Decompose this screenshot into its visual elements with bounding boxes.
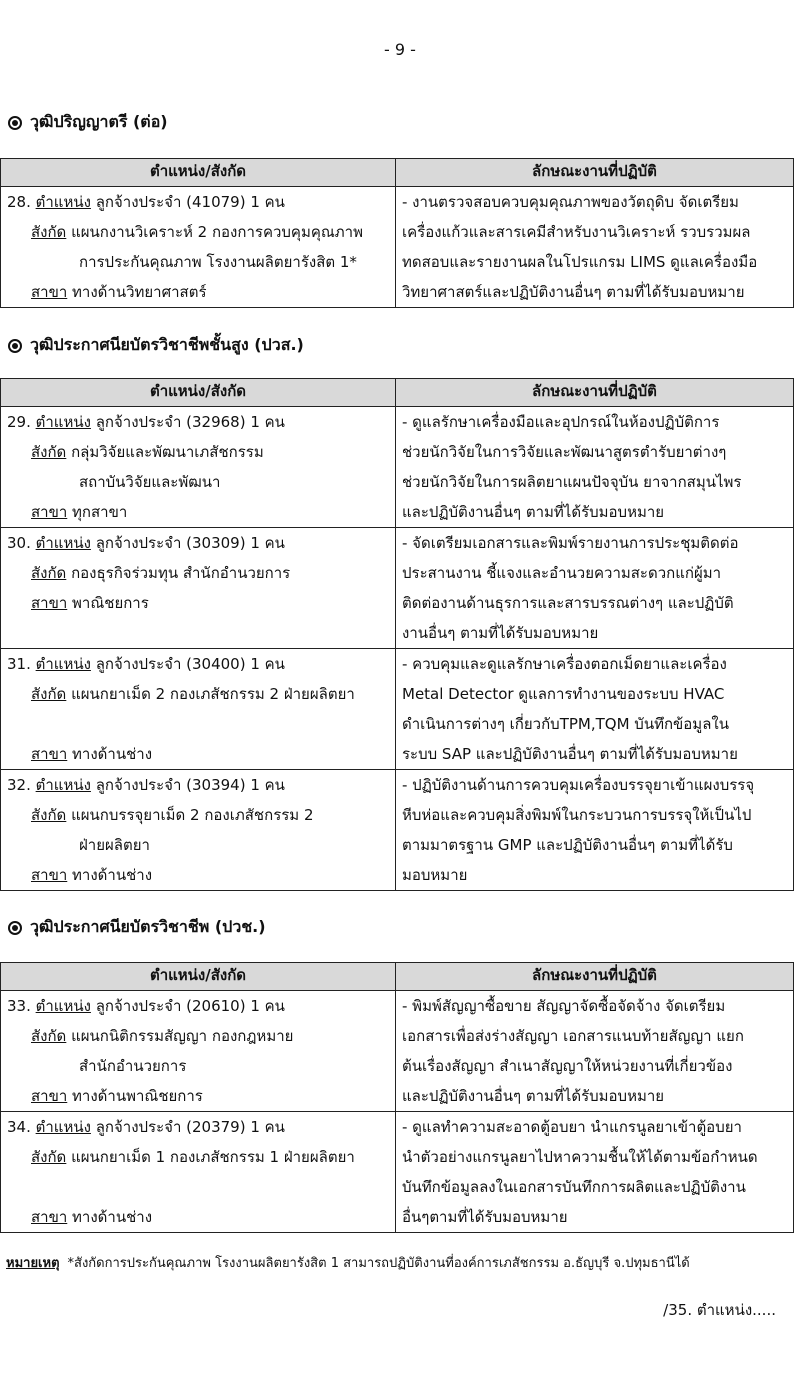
position-cell (1, 770, 396, 891)
section-heading-text: วุฒิประกาศนียบัตรวิชาชีพ (ปวช.) (30, 917, 266, 936)
field-label: ตำแหน่ง (35, 655, 91, 673)
field-value: ลูกจ้างประจำ (20379) 1 คน (90, 1118, 285, 1136)
duty-line: ติดต่องานด้านธุรการและสารบรรณต่างๆ และปฏิบัติ (402, 594, 734, 612)
item-number: 30. (7, 534, 36, 552)
radio-bullet-icon (8, 921, 22, 935)
position-cell (1, 649, 396, 770)
position-line (7, 1081, 389, 1111)
field-label: ตำแหน่ง (35, 413, 91, 431)
duty-line: บันทึกข้อมูลลงในเอกสารบันทึกการผลิตและปฏิบัติงาน (402, 1178, 746, 1196)
item-number: 33. (7, 997, 36, 1015)
position-line (7, 1112, 389, 1142)
position-line (7, 800, 389, 830)
duty-line: - จัดเตรียมเอกสารและพิมพ์รายงานการประชุมติดต่อ (402, 534, 739, 552)
position-table (0, 158, 794, 308)
item-number: 28. (7, 193, 36, 211)
continuation-marker: /35. ตำแหน่ง..... (663, 1301, 776, 1319)
radio-bullet-icon (8, 339, 22, 353)
duty-line: ประสานงาน ชี้แจงและอำนวยความสะดวกแก่ผู้มา (402, 564, 722, 582)
column-header: ตำแหน่ง/สังกัด (1, 963, 396, 991)
table-row (1, 649, 794, 770)
field-label: ตำแหน่ง (35, 776, 91, 794)
position-cell (1, 407, 396, 528)
field-value: แผนกงานวิเคราะห์ 2 กองการควบคุมคุณภาพ (66, 223, 363, 241)
position-line (7, 1051, 389, 1081)
duty-line: งานอื่นๆ ตามที่ได้รับมอบหมาย (402, 624, 599, 642)
column-header: ตำแหน่ง/สังกัด (1, 379, 396, 407)
field-value: ทางด้านช่าง (67, 1208, 153, 1226)
field-value: การประกันคุณภาพ โรงงานผลิตยารังสิต 1* (79, 253, 357, 271)
duty-line: และปฏิบัติงานอื่นๆ ตามที่ได้รับมอบหมาย (402, 1087, 665, 1105)
position-line (7, 277, 389, 307)
duty-line: - ควบคุมและดูแลรักษาเครื่องตอกเม็ดยาและเครื่อง (402, 655, 727, 673)
field-label: สาขา (31, 503, 68, 521)
duty-line: เครื่องแก้วและสารเคมีสำหรับงานวิเคราะห์ รวบรวมผล (402, 223, 751, 241)
duty-line: - ปฏิบัติงานด้านการควบคุมเครื่องบรรจุยาเข้าแผงบรรจุ (402, 776, 755, 794)
duties-cell (396, 649, 794, 770)
field-label: ตำแหน่ง (35, 193, 91, 211)
table-row (1, 770, 794, 891)
section-heading (8, 915, 266, 940)
position-line (7, 497, 389, 527)
field-value: ลูกจ้างประจำ (30309) 1 คน (90, 534, 285, 552)
duty-line: ดำเนินการต่างๆ เกี่ยวกับTPM,TQM บันทึกข้อมูลใน (402, 715, 729, 733)
table-header-row (1, 963, 794, 991)
duty-line: ทดสอบและรายงานผลในโปรแกรม LIMS ดูแลเครื่องมือ (402, 253, 758, 271)
field-value: ลูกจ้างประจำ (30394) 1 คน (90, 776, 285, 794)
table-row (1, 991, 794, 1112)
duty-line: ช่วยนักวิจัยในการผลิตยาแผนปัจจุบัน ยาจากสมุนไพร (402, 473, 742, 491)
duty-line: ต้นเรื่องสัญญา สำเนาสัญญาให้หน่วยงานที่เกี่ยวข้อง (402, 1057, 733, 1075)
position-line (7, 1021, 389, 1051)
section-heading (8, 110, 168, 135)
duty-line: วิทยาศาสตร์และปฏิบัติงานอื่นๆ ตามที่ได้รับมอบหมาย (402, 283, 745, 301)
position-line (7, 770, 389, 800)
position-line (7, 187, 389, 217)
table-row (1, 1112, 794, 1233)
position-table (0, 962, 794, 1233)
field-value: กลุ่มวิจัยและพัฒนาเภสัชกรรม (66, 443, 264, 461)
position-line (7, 991, 389, 1021)
duty-line: เอกสารเพื่อส่งร่างสัญญา เอกสารแนบท้ายสัญญา แยก (402, 1027, 744, 1045)
field-value: ทางด้านวิทยาศาสตร์ (67, 283, 207, 301)
duty-line: และปฏิบัติงานอื่นๆ ตามที่ได้รับมอบหมาย (402, 503, 665, 521)
position-line (7, 467, 389, 497)
field-label: สังกัด (31, 806, 67, 824)
position-line (7, 558, 389, 588)
table-row (1, 528, 794, 649)
page-number: - 9 - (384, 40, 416, 59)
position-line (7, 679, 389, 709)
field-label: สังกัด (31, 1148, 67, 1166)
duty-line: นำตัวอย่างแกรนูลยาไปหาความชื้นให้ได้ตามข้อกำหนด (402, 1148, 758, 1166)
position-line (7, 1202, 389, 1232)
position-line (7, 1172, 389, 1202)
position-cell (1, 528, 396, 649)
footnote (6, 1252, 690, 1273)
field-value: แผนกยาเม็ด 2 กองเภสัชกรรม 2 ฝ่ายผลิตยา (66, 685, 355, 703)
footnote-text: *สังกัดการประกันคุณภาพ โรงงานผลิตยารังสิต 1 สามารถปฏิบัติงานที่องค์การเภสัชกรรม อ.ธัญบุรี จ.ปทุมธานีได้ (67, 1256, 690, 1271)
position-line (7, 437, 389, 467)
item-number: 31. (7, 655, 36, 673)
duties-cell (396, 770, 794, 891)
duty-line: มอบหมาย (402, 866, 468, 884)
field-value: ลูกจ้างประจำ (32968) 1 คน (90, 413, 285, 431)
duties-cell (396, 1112, 794, 1233)
field-label: สังกัด (31, 223, 67, 241)
column-header: ตำแหน่ง/สังกัด (1, 159, 396, 187)
position-line (7, 588, 389, 618)
column-header: ลักษณะงานที่ปฏิบัติ (396, 379, 794, 407)
field-label: สังกัด (31, 1027, 67, 1045)
field-label: สังกัด (31, 564, 67, 582)
field-label: ตำแหน่ง (35, 1118, 91, 1136)
duty-line: ช่วยนักวิจัยในการวิจัยและพัฒนาสูตรตำรับยาต่างๆ (402, 443, 727, 461)
position-line (7, 217, 389, 247)
duty-line: - ดูแลทำความสะอาดตู้อบยา นำแกรนูลยาเข้าตู้อบยา (402, 1118, 742, 1136)
duty-line: - งานตรวจสอบควบคุมคุณภาพของวัตถุดิบ จัดเตรียม (402, 193, 739, 211)
column-header: ลักษณะงานที่ปฏิบัติ (396, 963, 794, 991)
position-cell (1, 991, 396, 1112)
duties-cell (396, 187, 794, 308)
position-line (7, 860, 389, 890)
field-label: สาขา (31, 594, 68, 612)
position-cell (1, 1112, 396, 1233)
field-value: แผนกนิติกรรมสัญญา กองกฎหมาย (66, 1027, 294, 1045)
item-number: 34. (7, 1118, 36, 1136)
table-header-row (1, 159, 794, 187)
field-label: สาขา (31, 745, 68, 763)
section-heading-text: วุฒิปริญญาตรี (ต่อ) (30, 112, 168, 131)
radio-bullet-icon (8, 116, 22, 130)
position-line (7, 1142, 389, 1172)
field-value: พาณิชยการ (67, 594, 149, 612)
item-number: 32. (7, 776, 36, 794)
footnote-label: หมายเหตุ (6, 1256, 60, 1271)
field-label: สังกัด (31, 443, 67, 461)
position-cell (1, 187, 396, 308)
field-value: สถาบันวิจัยและพัฒนา (79, 473, 221, 491)
item-number: 29. (7, 413, 36, 431)
field-value: ฝ่ายผลิตยา (79, 836, 150, 854)
field-value: ทางด้านพาณิชยการ (67, 1087, 203, 1105)
field-value: ทุกสาขา (67, 503, 128, 521)
duties-cell (396, 528, 794, 649)
duty-line: Metal Detector ดูแลการทำงานของระบบ HVAC (402, 685, 725, 703)
duty-line: หีบห่อและควบคุมสิ่งพิมพ์ในกระบวนการบรรจุให้เป็นไป (402, 806, 752, 824)
duty-line: ระบบ SAP และปฏิบัติงานอื่นๆ ตามที่ได้รับมอบหมาย (402, 745, 738, 763)
position-line (7, 407, 389, 437)
position-line (7, 709, 389, 739)
field-value: แผนกบรรจุยาเม็ด 2 กองเภสัชกรรม 2 (66, 806, 314, 824)
duties-cell (396, 407, 794, 528)
position-line (7, 830, 389, 860)
field-value: ทางด้านช่าง (67, 745, 153, 763)
field-value: กองธุรกิจร่วมทุน สำนักอำนวยการ (66, 564, 291, 582)
column-header: ลักษณะงานที่ปฏิบัติ (396, 159, 794, 187)
field-label: สังกัด (31, 685, 67, 703)
duty-line: อื่นๆตามที่ได้รับมอบหมาย (402, 1208, 568, 1226)
position-line (7, 247, 389, 277)
field-value: ลูกจ้างประจำ (41079) 1 คน (90, 193, 285, 211)
field-value: ทางด้านช่าง (67, 866, 153, 884)
field-label: สาขา (31, 866, 68, 884)
position-table (0, 378, 794, 891)
field-label: สาขา (31, 1208, 68, 1226)
table-row (1, 407, 794, 528)
position-line (7, 739, 389, 769)
duties-cell (396, 991, 794, 1112)
field-label: สาขา (31, 283, 68, 301)
table-row (1, 187, 794, 308)
position-line (7, 528, 389, 558)
section-heading-text: วุฒิประกาศนียบัตรวิชาชีพชั้นสูง (ปวส.) (30, 335, 304, 354)
field-label: สาขา (31, 1087, 68, 1105)
field-value: สำนักอำนวยการ (79, 1057, 187, 1075)
table-header-row (1, 379, 794, 407)
section-heading (8, 333, 304, 358)
field-value: ลูกจ้างประจำ (30400) 1 คน (90, 655, 285, 673)
field-value: แผนกยาเม็ด 1 กองเภสัชกรรม 1 ฝ่ายผลิตยา (66, 1148, 355, 1166)
duty-line: - ดูแลรักษาเครื่องมือและอุปกรณ์ในห้องปฏิบัติการ (402, 413, 720, 431)
duty-line: ตามมาตรฐาน GMP และปฏิบัติงานอื่นๆ ตามที่ได้รับ (402, 836, 733, 854)
field-label: ตำแหน่ง (35, 534, 91, 552)
field-value: ลูกจ้างประจำ (20610) 1 คน (90, 997, 285, 1015)
field-label: ตำแหน่ง (35, 997, 91, 1015)
duty-line: - พิมพ์สัญญาซื้อขาย สัญญาจัดซื้อจัดจ้าง จัดเตรียม (402, 997, 726, 1015)
position-line (7, 649, 389, 679)
